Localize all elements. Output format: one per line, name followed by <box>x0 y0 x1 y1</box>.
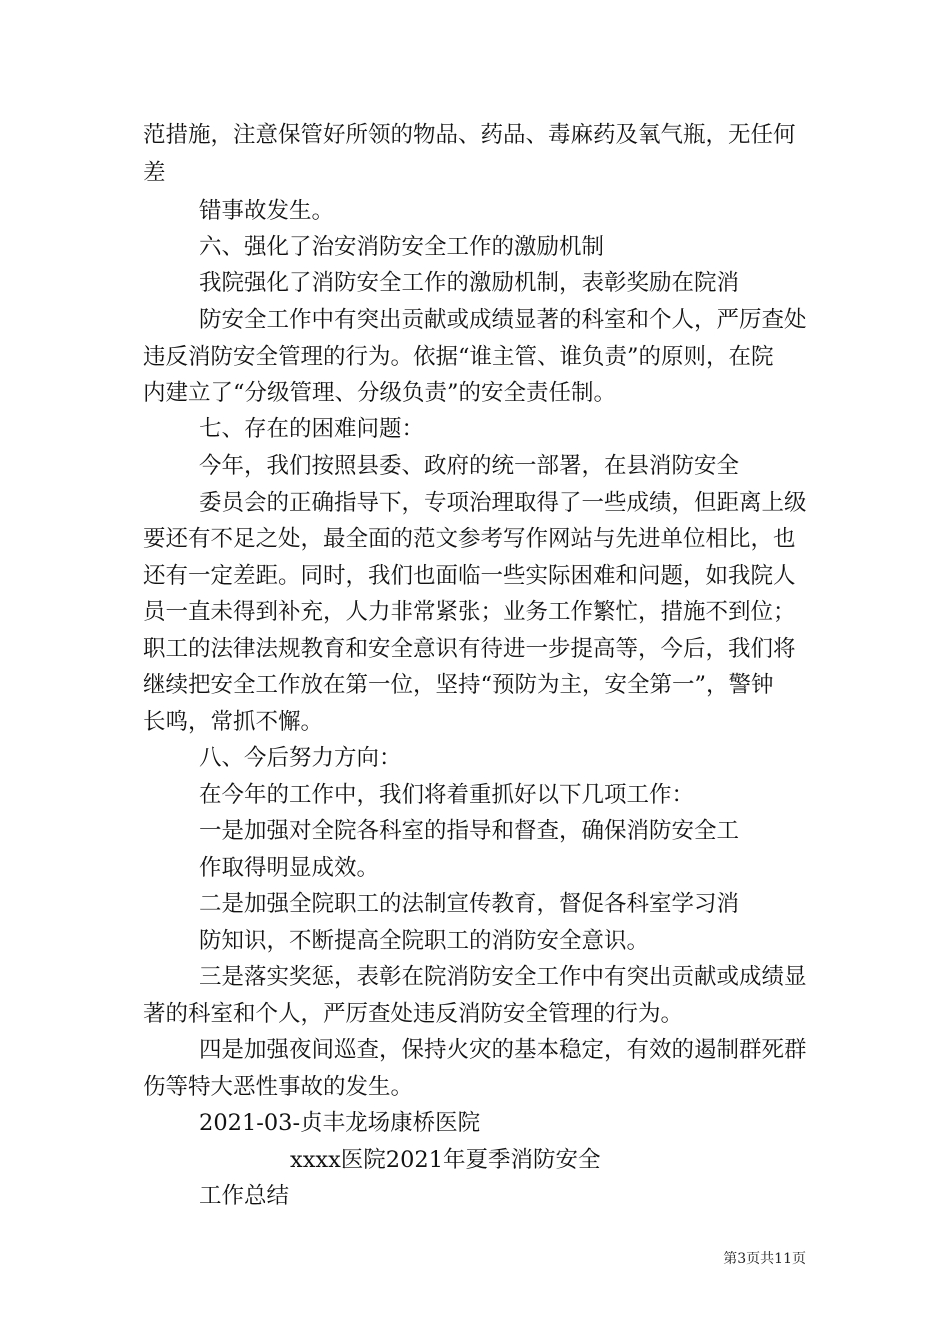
paragraph-line: 职工的法律法规教育和安全意识有待进一步提高等，今后，我们将 <box>143 636 796 662</box>
paragraph-line: 我院强化了消防安全工作的激励机制，表彰奖励在院消 <box>199 270 740 296</box>
paragraph-line: 员一直未得到补充，人力非常紧张；业务工作繁忙，措施不到位； <box>143 599 796 625</box>
paragraph-line: 长鸣，常抓不懈。 <box>143 709 324 735</box>
paragraph-line: 还有一定差距。同时，我们也面临一些实际困难和问题，如我院人 <box>143 563 796 589</box>
paragraph-line: 违反消防安全管理的行为。依据“谁主管、谁负责”的原则，在院 <box>143 344 774 370</box>
paragraph-line: 三是落实奖惩，表彰在院消防安全工作中有突出贡献或成绩显 <box>199 964 807 990</box>
paragraph-line: 今年，我们按照县委、政府的统一部署，在县消防安全 <box>199 453 740 479</box>
paragraph-line: 范措施，注意保管好所领的物品、药品、毒麻药及氧气瓶，无任何 <box>143 122 796 148</box>
paragraph-line: 作取得明显成效。 <box>199 855 380 881</box>
paragraph-line: 伤等特大恶性事故的发生。 <box>143 1074 414 1100</box>
document-title: xxxx医院2021年夏季消防安全 <box>290 1147 601 1173</box>
paragraph-line: 著的科室和个人，严厉查处违反消防安全管理的行为。 <box>143 1001 684 1027</box>
paragraph-line: 在今年的工作中，我们将着重抓好以下几项工作： <box>199 782 695 808</box>
page-number: 第3页共11页 <box>723 1251 806 1267</box>
paragraph-line: 内建立了“分级管理、分级负责”的安全责任制。 <box>143 380 617 406</box>
paragraph-line: 继续把安全工作放在第一位，坚持“预防为主，安全第一”，警钟 <box>143 672 774 698</box>
paragraph-line: 一是加强对全院各科室的指导和督查，确保消防安全工 <box>199 818 740 844</box>
section-heading: 八、今后努力方向： <box>199 745 402 771</box>
section-heading: 七、存在的困难问题： <box>199 416 425 442</box>
document-subtitle: 工作总结 <box>199 1183 290 1209</box>
paragraph-line: 二是加强全院职工的法制宣传教育，督促各科室学习消 <box>199 891 740 917</box>
paragraph-line: 差 <box>143 160 166 186</box>
paragraph-line: 防安全工作中有突出贡献或成绩显著的科室和个人，严厉查处 <box>199 307 807 333</box>
paragraph-line: 四是加强夜间巡查，保持火灾的基本稳定，有效的遏制群死群 <box>199 1037 807 1063</box>
paragraph-line: 要还有不足之处，最全面的范文参考写作网站与先进单位相比，也 <box>143 526 796 552</box>
paragraph-line: 委员会的正确指导下，专项治理取得了一些成绩，但距离上级 <box>199 490 807 516</box>
paragraph-line: 防知识，不断提高全院职工的消防安全意识。 <box>199 928 650 954</box>
section-heading: 六、强化了治安消防安全工作的激励机制 <box>199 234 605 260</box>
paragraph-line: 错事故发生。 <box>199 198 335 224</box>
date-signature-line: 2021-03-贞丰龙场康桥医院 <box>199 1110 481 1136</box>
